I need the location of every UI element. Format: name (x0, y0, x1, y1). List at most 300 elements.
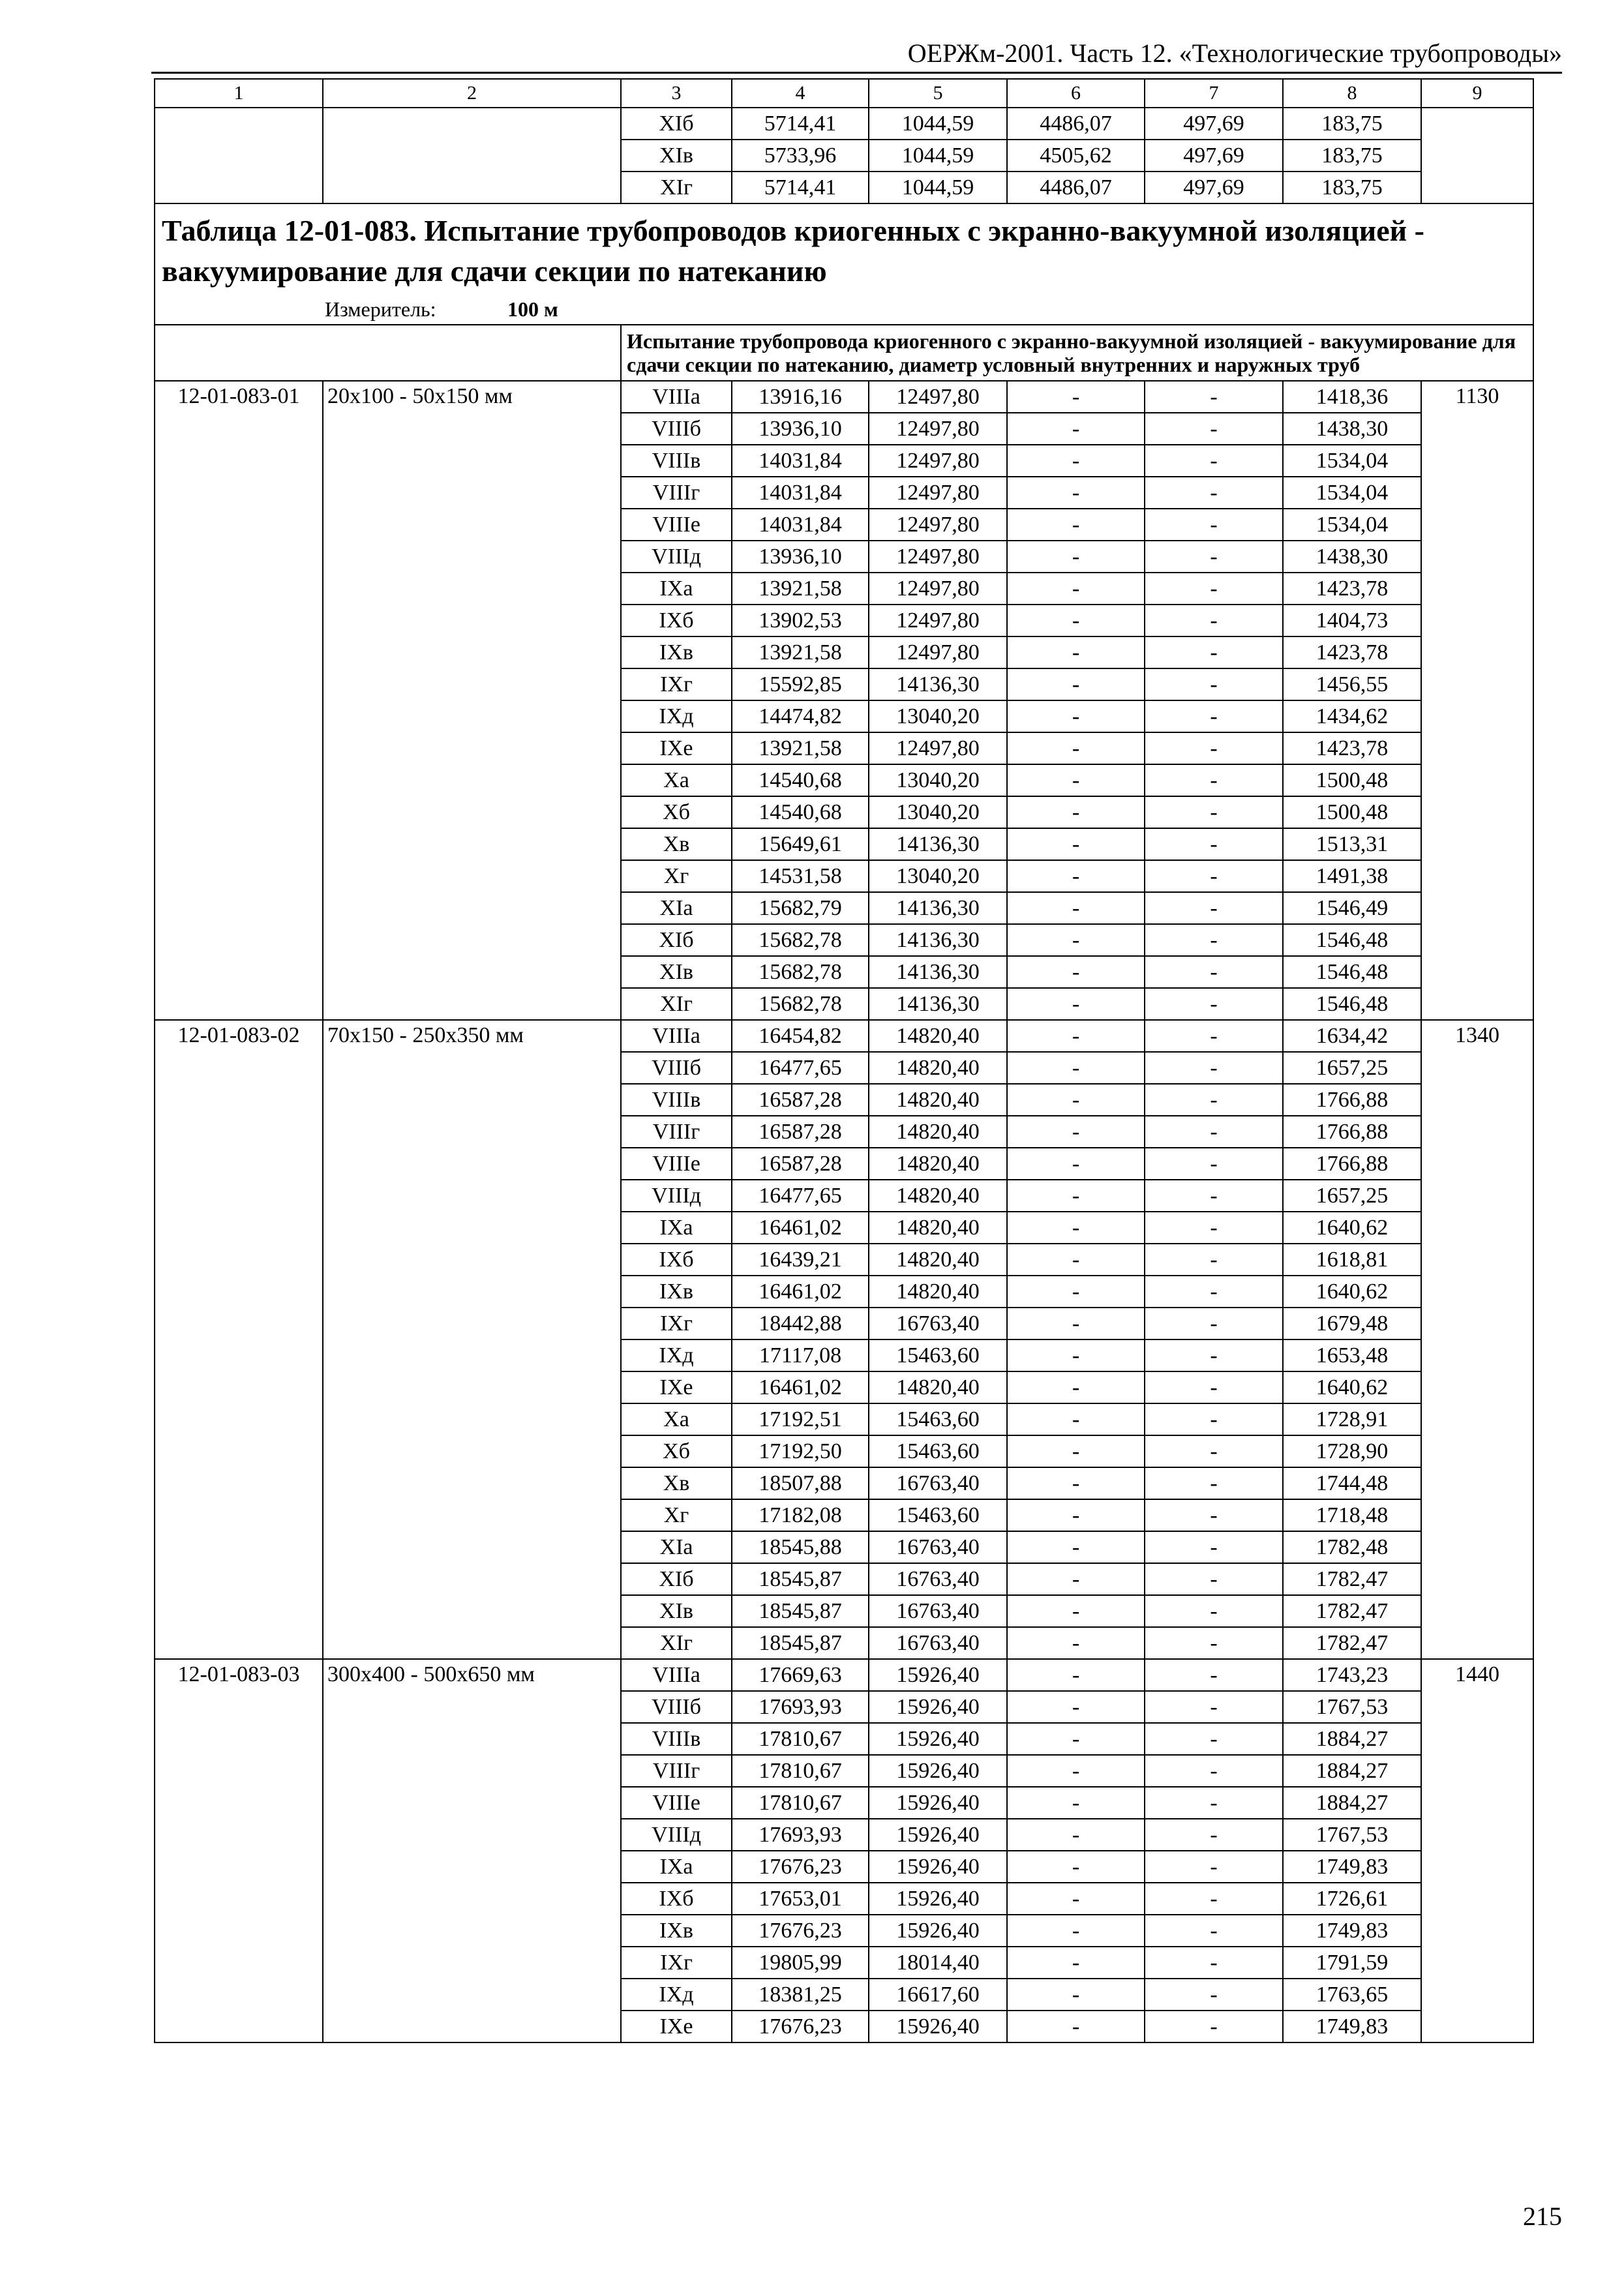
value-cell: 13936,10 (732, 541, 869, 573)
category-cell: Xб (621, 1435, 732, 1467)
value-cell: 183,75 (1283, 108, 1421, 140)
value-cell: - (1145, 1659, 1283, 1691)
value-cell: 13902,53 (732, 605, 869, 636)
value-cell: 17182,08 (732, 1499, 869, 1531)
blank-cell (155, 325, 621, 381)
value-cell: 1653,48 (1283, 1339, 1421, 1371)
category-cell: IXб (621, 1244, 732, 1276)
value-cell: 5714,41 (732, 172, 869, 203)
value-cell: - (1145, 988, 1283, 1020)
value-cell: - (1145, 1819, 1283, 1851)
table-row (155, 1020, 1533, 1052)
value-cell: 15926,40 (869, 1691, 1007, 1723)
value-cell: 14136,30 (869, 988, 1007, 1020)
value-cell: 14820,40 (869, 1052, 1007, 1084)
page-number: 215 (1523, 2202, 1562, 2231)
table-title-row (155, 203, 1533, 325)
value-cell: 16587,28 (732, 1116, 869, 1148)
value-cell: - (1145, 1116, 1283, 1148)
table-row (155, 108, 1533, 140)
category-cell: VIIIб (621, 413, 732, 445)
value-cell: - (1007, 413, 1145, 445)
value-cell: - (1007, 1212, 1145, 1244)
value-cell: - (1145, 1787, 1283, 1819)
value-cell: - (1007, 1052, 1145, 1084)
value-cell: - (1145, 541, 1283, 573)
value-cell: 1744,48 (1283, 1467, 1421, 1499)
value-cell: - (1145, 860, 1283, 892)
value-cell: - (1007, 732, 1145, 764)
value-cell: 1749,83 (1283, 1851, 1421, 1883)
value-cell: 1657,25 (1283, 1052, 1421, 1084)
value-cell: - (1145, 413, 1283, 445)
value-cell: 15682,78 (732, 924, 869, 956)
value-cell: 1679,48 (1283, 1308, 1421, 1339)
value-cell: 1743,23 (1283, 1659, 1421, 1691)
value-cell: 14820,40 (869, 1020, 1007, 1052)
value-cell: 15926,40 (869, 1819, 1007, 1851)
value-cell: - (1145, 1947, 1283, 1979)
category-cell: Xа (621, 764, 732, 796)
value-cell: 15926,40 (869, 1755, 1007, 1787)
value-cell: - (1007, 1244, 1145, 1276)
value-cell: 1884,27 (1283, 1787, 1421, 1819)
category-cell: IXа (621, 1212, 732, 1244)
value-cell: 15926,40 (869, 1851, 1007, 1883)
category-cell: VIIIг (621, 1755, 732, 1787)
value-cell: 16454,82 (732, 1020, 869, 1052)
value-cell: 14531,58 (732, 860, 869, 892)
category-cell: IXв (621, 636, 732, 668)
category-cell: VIIIв (621, 445, 732, 477)
value-cell: 13040,20 (869, 860, 1007, 892)
value-cell: - (1145, 1084, 1283, 1116)
table-title-cell (155, 203, 1533, 325)
value-cell: 13921,58 (732, 636, 869, 668)
value-cell: XIв (621, 140, 732, 172)
value-cell: - (1145, 892, 1283, 924)
value-cell: - (1145, 509, 1283, 541)
value-cell: 1884,27 (1283, 1723, 1421, 1755)
value-cell: - (1145, 1563, 1283, 1595)
value-cell: - (1145, 1979, 1283, 2011)
value-cell: 1044,59 (869, 172, 1007, 203)
value-cell: 1513,31 (1283, 828, 1421, 860)
category-cell: VIIIе (621, 509, 732, 541)
blank-cell (1421, 108, 1533, 203)
value-cell: 15926,40 (869, 1787, 1007, 1819)
value-cell: - (1007, 892, 1145, 924)
value-cell: - (1145, 1371, 1283, 1403)
value-cell: 14820,40 (869, 1148, 1007, 1180)
value-cell: - (1007, 1371, 1145, 1403)
category-cell: VIIIд (621, 1180, 732, 1212)
value-cell: 1657,25 (1283, 1180, 1421, 1212)
value-cell: 183,75 (1283, 140, 1421, 172)
value-cell: 183,75 (1283, 172, 1421, 203)
value-cell: - (1145, 2011, 1283, 2042)
value-cell: 17192,51 (732, 1403, 869, 1435)
pipe-size: 300х400 - 500х650 мм (323, 1659, 621, 2042)
value-cell: 12497,80 (869, 636, 1007, 668)
value-cell: XIг (621, 172, 732, 203)
value-cell: - (1007, 477, 1145, 509)
value-cell: 15592,85 (732, 668, 869, 700)
value-cell: 16763,40 (869, 1563, 1007, 1595)
value-cell: - (1007, 924, 1145, 956)
value-cell: 13936,10 (732, 413, 869, 445)
value-cell: - (1145, 1403, 1283, 1435)
value-cell: - (1145, 700, 1283, 732)
value-cell: 15463,60 (869, 1435, 1007, 1467)
value-cell: 17676,23 (732, 1915, 869, 1947)
header-rule (151, 72, 1562, 74)
category-cell: IXг (621, 1947, 732, 1979)
value-cell: - (1145, 1915, 1283, 1947)
value-cell: 1546,48 (1283, 988, 1421, 1020)
value-cell: 1634,42 (1283, 1020, 1421, 1052)
value-cell: - (1007, 1116, 1145, 1148)
category-cell: VIIIд (621, 1819, 732, 1851)
value-cell: - (1007, 988, 1145, 1020)
value-cell: - (1145, 1851, 1283, 1883)
value-cell: - (1145, 1883, 1283, 1915)
category-cell: VIIIв (621, 1084, 732, 1116)
value-cell: - (1007, 445, 1145, 477)
category-cell: IXд (621, 1979, 732, 2011)
value-cell: 17810,67 (732, 1787, 869, 1819)
value-cell: 12497,80 (869, 413, 1007, 445)
value-cell: 18545,87 (732, 1563, 869, 1595)
value-cell: 1534,04 (1283, 477, 1421, 509)
value-cell: - (1007, 541, 1145, 573)
value-cell: - (1007, 796, 1145, 828)
value-cell: 1767,53 (1283, 1691, 1421, 1723)
value-cell: 1546,48 (1283, 924, 1421, 956)
value-cell: 18507,88 (732, 1467, 869, 1499)
value-cell: - (1145, 1212, 1283, 1244)
value-cell: - (1145, 573, 1283, 605)
value-cell: 16587,28 (732, 1148, 869, 1180)
value-cell: 12497,80 (869, 573, 1007, 605)
value-cell: - (1145, 764, 1283, 796)
value-cell: - (1007, 1755, 1145, 1787)
value-cell: - (1007, 1851, 1145, 1883)
value-cell: 14136,30 (869, 668, 1007, 700)
value-cell: 14540,68 (732, 796, 869, 828)
value-cell: XIб (621, 108, 732, 140)
category-cell: XIб (621, 1563, 732, 1595)
value-cell: 16461,02 (732, 1212, 869, 1244)
value-cell: 15682,78 (732, 956, 869, 988)
value-cell: 13040,20 (869, 764, 1007, 796)
value-cell: - (1007, 1531, 1145, 1563)
value-cell: - (1007, 1627, 1145, 1659)
category-cell: VIIIа (621, 381, 732, 413)
value-cell: - (1145, 1435, 1283, 1467)
table-description: Испытание трубопровода криогенного с экранно-вакуумной изоляцией - вакуумирование для сдачи секции по натеканию, диаметр условный внутренних и наружных труб (621, 325, 1533, 381)
value-cell: 18442,88 (732, 1308, 869, 1339)
value-cell: 4505,62 (1007, 140, 1145, 172)
column-number: 7 (1145, 79, 1283, 108)
value-cell: - (1145, 828, 1283, 860)
table-row (155, 1659, 1533, 1691)
value-cell: 14031,84 (732, 477, 869, 509)
meter-label: Измеритель: (325, 297, 436, 321)
value-cell: - (1145, 1755, 1283, 1787)
value-cell: 12497,80 (869, 381, 1007, 413)
column-number: 1 (155, 79, 323, 108)
rate-code: 12-01-083-01 (155, 381, 323, 1020)
value-cell: - (1007, 1467, 1145, 1499)
value-cell: 16763,40 (869, 1531, 1007, 1563)
value-cell: - (1145, 956, 1283, 988)
value-cell: 18014,40 (869, 1947, 1007, 1979)
value-cell: - (1007, 1947, 1145, 1979)
column-number-row (155, 79, 1533, 108)
value-cell: 13921,58 (732, 732, 869, 764)
value-cell: 1044,59 (869, 140, 1007, 172)
value-cell: 1044,59 (869, 108, 1007, 140)
value-cell: 12497,80 (869, 445, 1007, 477)
value-cell: 1423,78 (1283, 732, 1421, 764)
value-cell: 16461,02 (732, 1371, 869, 1403)
value-cell: 1491,38 (1283, 860, 1421, 892)
category-cell: Xв (621, 1467, 732, 1499)
column-number: 9 (1421, 79, 1533, 108)
blank-cell (155, 108, 323, 203)
category-cell: VIIIа (621, 1659, 732, 1691)
value-cell: 15682,78 (732, 988, 869, 1020)
value-cell: 1718,48 (1283, 1499, 1421, 1531)
category-cell: XIа (621, 1531, 732, 1563)
value-cell: - (1007, 636, 1145, 668)
value-cell: - (1007, 1084, 1145, 1116)
value-cell: 15463,60 (869, 1339, 1007, 1371)
value-cell: - (1145, 1467, 1283, 1499)
value-cell: - (1145, 1627, 1283, 1659)
value-cell: 15926,40 (869, 2011, 1007, 2042)
column-number: 5 (869, 79, 1007, 108)
value-cell: 16617,60 (869, 1979, 1007, 2011)
value-cell: 12497,80 (869, 509, 1007, 541)
value-cell: 13040,20 (869, 796, 1007, 828)
value-cell: 1728,90 (1283, 1435, 1421, 1467)
value-cell: 18545,88 (732, 1531, 869, 1563)
value-cell: - (1007, 1308, 1145, 1339)
value-cell: 4486,07 (1007, 108, 1145, 140)
value-cell: - (1145, 605, 1283, 636)
value-cell: - (1007, 956, 1145, 988)
value-cell: - (1007, 1979, 1145, 2011)
value-cell: - (1007, 828, 1145, 860)
category-cell: IXд (621, 1339, 732, 1371)
value-cell: 1546,49 (1283, 892, 1421, 924)
value-cell: 15926,40 (869, 1915, 1007, 1947)
value-cell: - (1145, 1308, 1283, 1339)
value-cell: 14820,40 (869, 1371, 1007, 1403)
column-number: 2 (323, 79, 621, 108)
category-cell: IXв (621, 1915, 732, 1947)
category-cell: VIIIб (621, 1691, 732, 1723)
value-cell: - (1145, 1499, 1283, 1531)
category-cell: Xб (621, 796, 732, 828)
rates-table (154, 78, 1534, 2043)
value-cell: - (1145, 381, 1283, 413)
value-cell: - (1007, 764, 1145, 796)
value-cell: - (1145, 668, 1283, 700)
category-cell: IXа (621, 573, 732, 605)
value-cell: 1438,30 (1283, 413, 1421, 445)
value-cell: 1782,48 (1283, 1531, 1421, 1563)
value-cell: 1534,04 (1283, 445, 1421, 477)
value-cell: 16763,40 (869, 1627, 1007, 1659)
value-cell: 16477,65 (732, 1180, 869, 1212)
value-cell: - (1145, 445, 1283, 477)
value-cell: - (1145, 1531, 1283, 1563)
value-cell: - (1007, 573, 1145, 605)
value-cell: - (1145, 1244, 1283, 1276)
value-cell: 17669,63 (732, 1659, 869, 1691)
value-cell: - (1007, 1787, 1145, 1819)
value-cell: - (1007, 1020, 1145, 1052)
value-cell: - (1007, 1563, 1145, 1595)
value-cell: 1546,48 (1283, 956, 1421, 988)
value-cell: 1766,88 (1283, 1084, 1421, 1116)
category-cell: IXг (621, 668, 732, 700)
category-cell: VIIIв (621, 1723, 732, 1755)
value-cell: 497,69 (1145, 108, 1283, 140)
value-cell: - (1007, 605, 1145, 636)
value-cell: 16439,21 (732, 1244, 869, 1276)
value-cell: 15463,60 (869, 1403, 1007, 1435)
value-cell: 18545,87 (732, 1595, 869, 1627)
value-cell: 1791,59 (1283, 1947, 1421, 1979)
category-cell: IXб (621, 605, 732, 636)
value-cell: 1418,36 (1283, 381, 1421, 413)
category-cell: VIIIд (621, 541, 732, 573)
value-cell: - (1007, 668, 1145, 700)
value-cell: 1884,27 (1283, 1755, 1421, 1787)
category-cell: XIг (621, 1627, 732, 1659)
category-cell: Xв (621, 828, 732, 860)
value-cell: 15649,61 (732, 828, 869, 860)
value-cell: - (1007, 1403, 1145, 1435)
value-cell: 14031,84 (732, 509, 869, 541)
value-cell: 14136,30 (869, 892, 1007, 924)
value-cell: 1438,30 (1283, 541, 1421, 573)
value-cell: - (1145, 1276, 1283, 1308)
value-cell: 13916,16 (732, 381, 869, 413)
category-cell: VIIIг (621, 477, 732, 509)
value-cell: 17810,67 (732, 1755, 869, 1787)
table-description-row (155, 325, 1533, 381)
value-cell: 1434,62 (1283, 700, 1421, 732)
value-cell: 1423,78 (1283, 636, 1421, 668)
value-cell: 17693,93 (732, 1819, 869, 1851)
value-cell: 14474,82 (732, 700, 869, 732)
value-cell: - (1145, 1595, 1283, 1627)
value-cell: 1500,48 (1283, 796, 1421, 828)
value-cell: 1640,62 (1283, 1212, 1421, 1244)
category-cell: Xг (621, 1499, 732, 1531)
value-cell: 1782,47 (1283, 1563, 1421, 1595)
column-number: 6 (1007, 79, 1145, 108)
value-cell: - (1007, 1148, 1145, 1180)
value-cell: 19805,99 (732, 1947, 869, 1979)
category-cell: XIг (621, 988, 732, 1020)
value-cell: 1766,88 (1283, 1148, 1421, 1180)
value-cell: - (1145, 796, 1283, 828)
meter-line (162, 297, 1526, 322)
value-cell: 497,69 (1145, 172, 1283, 203)
value-cell: 1423,78 (1283, 573, 1421, 605)
value-cell: 17676,23 (732, 2011, 869, 2042)
column-number: 8 (1283, 79, 1421, 108)
rate-code: 12-01-083-03 (155, 1659, 323, 2042)
category-cell: XIв (621, 1595, 732, 1627)
value-cell: 15926,40 (869, 1723, 1007, 1755)
value-cell: 14820,40 (869, 1212, 1007, 1244)
category-cell: IXе (621, 2011, 732, 2042)
value-cell: 13921,58 (732, 573, 869, 605)
category-cell: IXе (621, 732, 732, 764)
category-cell: Xа (621, 1403, 732, 1435)
value-cell: 1726,61 (1283, 1883, 1421, 1915)
blank-cell (323, 108, 621, 203)
value-cell: 14136,30 (869, 828, 1007, 860)
value-cell: - (1007, 1499, 1145, 1531)
category-cell: VIIIе (621, 1148, 732, 1180)
value-cell: 4486,07 (1007, 172, 1145, 203)
value-cell: 18545,87 (732, 1627, 869, 1659)
value-cell: 14136,30 (869, 924, 1007, 956)
value-cell: - (1007, 1276, 1145, 1308)
value-cell: - (1007, 1339, 1145, 1371)
value-cell: 15926,40 (869, 1883, 1007, 1915)
value-cell: 13040,20 (869, 700, 1007, 732)
value-cell: 5733,96 (732, 140, 869, 172)
value-cell: 1404,73 (1283, 605, 1421, 636)
value-cell: 5714,41 (732, 108, 869, 140)
labor-cost: 1340 (1421, 1020, 1533, 1659)
column-number: 3 (621, 79, 732, 108)
value-cell: - (1145, 1723, 1283, 1755)
value-cell: - (1145, 477, 1283, 509)
value-cell: 14031,84 (732, 445, 869, 477)
category-cell: VIIIб (621, 1052, 732, 1084)
table-title: Таблица 12-01-083. Испытание трубопроводов криогенных с экранно-вакуумной изоляцией - вакуумирование для сдачи секции по натеканию (162, 214, 1424, 288)
category-cell: IXб (621, 1883, 732, 1915)
value-cell: 15682,79 (732, 892, 869, 924)
value-cell: 15926,40 (869, 1659, 1007, 1691)
value-cell: 1763,65 (1283, 1979, 1421, 2011)
value-cell: 1640,62 (1283, 1371, 1421, 1403)
value-cell: - (1007, 1595, 1145, 1627)
value-cell: 1749,83 (1283, 2011, 1421, 2042)
value-cell: 12497,80 (869, 732, 1007, 764)
value-cell: 17810,67 (732, 1723, 869, 1755)
value-cell: 16587,28 (732, 1084, 869, 1116)
value-cell: - (1145, 1020, 1283, 1052)
value-cell: 14540,68 (732, 764, 869, 796)
value-cell: 14820,40 (869, 1084, 1007, 1116)
value-cell: - (1007, 381, 1145, 413)
value-cell: 12497,80 (869, 541, 1007, 573)
value-cell: 16763,40 (869, 1595, 1007, 1627)
category-cell: IXг (621, 1308, 732, 1339)
value-cell: - (1007, 700, 1145, 732)
